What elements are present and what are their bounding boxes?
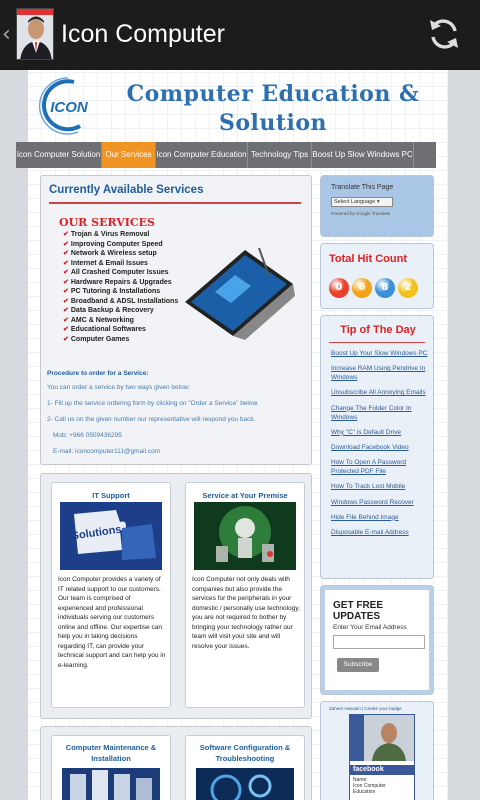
hit-digit: 8 bbox=[375, 278, 395, 298]
site-title: Computer Education & Solution bbox=[126, 81, 420, 136]
hit-counter-title: Total Hit Count bbox=[329, 253, 407, 265]
order-line: 2- Call us on the given number our representative will respond you back. bbox=[47, 416, 256, 423]
check-icon: ✔ bbox=[63, 240, 69, 248]
order-line: You can order a service by two ways given below: bbox=[47, 384, 191, 391]
facebook-profile-name: Name: Icon Computer Education bbox=[353, 777, 386, 795]
tip-link[interactable]: Hide File Behind Image bbox=[331, 513, 399, 521]
nav-item-icon-computer-solution[interactable]: Icon Computer Solution bbox=[16, 142, 102, 168]
tip-link[interactable]: Increase RAM Using Pendrive In Windows bbox=[331, 365, 426, 382]
service-item: ✔ Trojan & Virus Removal bbox=[63, 231, 150, 238]
nav-item-boost-up-slow-windows[interactable]: Boost Up Slow Windows PC bbox=[312, 142, 414, 168]
card-description: Icon Computer provides a variety of IT related support to our customers. Our team is comprised of experienced and professional individuals serving our customers online and offline. Our expertise can help you in taking decisions regarding IT, can provide your technical support and can help you in e-learning. bbox=[58, 576, 166, 669]
check-icon: ✔ bbox=[63, 316, 69, 324]
check-icon: ✔ bbox=[63, 259, 69, 267]
check-icon: ✔ bbox=[63, 307, 69, 314]
nav-item-icon-computer-education[interactable]: Icon Computer Education bbox=[156, 142, 248, 168]
nav-spacer bbox=[414, 142, 436, 168]
hit-digit: 0 bbox=[329, 278, 349, 298]
hit-counter-widget bbox=[320, 243, 434, 309]
hit-digit: 2 bbox=[398, 278, 418, 298]
card-software-configuration bbox=[185, 735, 305, 800]
card-service-at-premise bbox=[185, 482, 305, 708]
service-item: ✔ Network & Wireless setup bbox=[63, 250, 157, 257]
check-icon: ✔ bbox=[63, 326, 69, 333]
heading-divider bbox=[49, 202, 301, 204]
tip-link[interactable]: Boost Up Your Slow Windows PC bbox=[331, 350, 428, 357]
updates-form bbox=[325, 590, 429, 690]
check-icon: ✔ bbox=[63, 269, 69, 276]
services-title: OUR SERVICES bbox=[59, 216, 155, 229]
puzzle-text: Solutions bbox=[70, 523, 123, 543]
service-item: ✔ All Crashed Computer Issues bbox=[63, 269, 169, 276]
robot-image bbox=[194, 502, 296, 570]
service-item: ✔ Internet & Email Issues bbox=[63, 259, 148, 267]
check-icon: ✔ bbox=[63, 335, 69, 343]
card-it-support bbox=[51, 482, 171, 708]
tablet-image bbox=[175, 244, 295, 340]
server-image bbox=[62, 768, 160, 800]
check-icon: ✔ bbox=[63, 250, 69, 257]
order-line: 1- Fill up the service ordering form by clicking on "Order a Service" below. bbox=[47, 400, 259, 407]
powered-by-translate[interactable]: Powered by Google Translate bbox=[331, 211, 391, 216]
card-title[interactable]: IT Support bbox=[92, 491, 130, 500]
service-item: ✔ PC Tutoring & Installations bbox=[63, 288, 161, 295]
contact-email[interactable]: E-mail: iconcomputer111@gmail.com bbox=[53, 448, 161, 455]
facebook-badge-widget bbox=[320, 701, 434, 800]
services-banner bbox=[51, 212, 303, 366]
tip-title: Tip of The Day bbox=[340, 324, 416, 336]
email-field[interactable] bbox=[333, 635, 425, 649]
facebook-wordmark: facebook bbox=[350, 765, 414, 775]
service-item: ✔ Computer Games bbox=[63, 335, 130, 343]
card-title[interactable]: Service at Your Premise bbox=[202, 491, 288, 500]
nav-item-technology-tips[interactable]: Technology Tips bbox=[248, 142, 312, 168]
puzzle-image bbox=[60, 502, 162, 570]
refresh-icon[interactable] bbox=[424, 14, 464, 54]
facebook-badge-caption[interactable]: Zaheer Hussain | Create your badge bbox=[329, 706, 402, 711]
services-list bbox=[63, 230, 178, 344]
tip-link[interactable]: Unsubscribe All Annoying Emails bbox=[331, 389, 426, 397]
card-description: Icon Computer not only deals with companies but also provide the services for the peripherals in your domestic / personally use technology, you are not required to bother by bringing your technology rather our team will visit your site and will resolve your issues. bbox=[192, 576, 300, 650]
profile-photo bbox=[364, 715, 414, 761]
check-icon: ✔ bbox=[63, 278, 69, 286]
site-logo[interactable] bbox=[38, 76, 96, 136]
avatar[interactable] bbox=[16, 8, 54, 60]
language-select[interactable]: Select Language ▾ bbox=[331, 197, 393, 207]
services-panel bbox=[40, 175, 312, 465]
tip-link[interactable]: Windows Password Recover bbox=[331, 498, 414, 506]
tip-list bbox=[331, 349, 429, 543]
subscribe-button[interactable]: Subscribe bbox=[337, 658, 379, 672]
logo-text: ICON bbox=[50, 99, 88, 116]
translate-widget bbox=[320, 175, 434, 237]
tip-link[interactable]: How To Track Lost Mobile bbox=[331, 483, 406, 491]
service-cards bbox=[40, 473, 312, 719]
service-item: ✔ Broadband & ADSL Installations bbox=[63, 297, 179, 305]
web-content[interactable] bbox=[0, 70, 480, 800]
tip-link[interactable]: Change The Folder Color In Windows bbox=[331, 404, 412, 421]
service-cards-row-2 bbox=[40, 726, 312, 800]
chevron-left-icon[interactable]: ‹ bbox=[2, 22, 11, 47]
facebook-icon bbox=[350, 715, 364, 761]
hit-digit: 6 bbox=[352, 278, 372, 298]
site-header bbox=[28, 70, 448, 142]
tip-of-the-day-widget bbox=[320, 315, 434, 579]
hit-counter-digits bbox=[329, 278, 421, 298]
service-item: ✔ Educational Softwares bbox=[63, 326, 146, 333]
free-updates-widget bbox=[320, 585, 434, 695]
mobile-number: Mob: +966 0509436295 bbox=[53, 432, 122, 439]
tip-link[interactable]: Why "C" is Default Drive bbox=[331, 428, 401, 436]
tip-divider bbox=[329, 342, 425, 343]
app-title: Icon Computer bbox=[61, 20, 225, 48]
nav-item-our-services[interactable]: Our Services bbox=[102, 142, 156, 168]
service-item: ✔ Hardware Repairs & Upgrades bbox=[63, 278, 172, 286]
service-item: ✔ AMC & Networking bbox=[63, 316, 134, 324]
service-item: ✔ Improving Computer Speed bbox=[63, 240, 163, 248]
order-procedure-heading: Procedure to order for a Service: bbox=[47, 370, 149, 377]
check-icon: ✔ bbox=[63, 297, 69, 305]
check-icon: ✔ bbox=[63, 288, 69, 295]
service-item: ✔ Data Backup & Recovery bbox=[63, 307, 154, 314]
translate-title: Translate This Page bbox=[331, 184, 394, 191]
card-title[interactable]: Computer Maintenance & Installation bbox=[65, 743, 157, 763]
tip-link[interactable]: Download Facebook Video bbox=[331, 443, 409, 451]
card-computer-maintenance bbox=[51, 735, 171, 800]
updates-title: GET FREE UPDATES bbox=[333, 600, 384, 622]
services-heading: Currently Available Services bbox=[49, 184, 204, 196]
tip-link[interactable]: Disposable E-mail Address bbox=[331, 528, 409, 536]
card-title[interactable]: Software Configuration & Troubleshooting bbox=[199, 743, 291, 763]
email-label: Enter Your Email Address bbox=[333, 624, 407, 631]
facebook-badge[interactable] bbox=[349, 714, 415, 800]
tip-link[interactable]: How To Open A Password Protected PDF File bbox=[331, 459, 407, 476]
software-image bbox=[196, 768, 294, 800]
check-icon: ✔ bbox=[63, 231, 69, 238]
top-navigation bbox=[16, 142, 436, 168]
app-bar bbox=[0, 0, 480, 70]
